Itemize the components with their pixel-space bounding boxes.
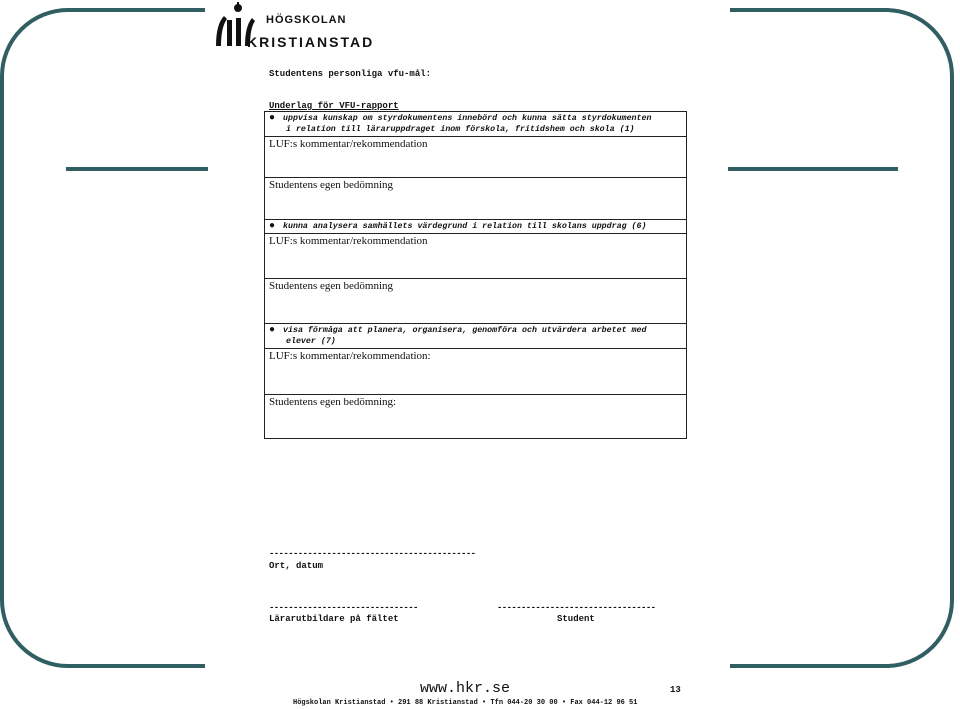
comment-label: LUF:s kommentar/rekommendation: [269, 235, 428, 247]
place-date-line: -------------------------------------------: [269, 549, 476, 559]
self-assessment-box[interactable]: [265, 279, 687, 324]
bullet-icon: ●: [269, 325, 276, 336]
bullet-icon: ●: [269, 221, 276, 232]
place-date-label: Ort, datum: [269, 561, 324, 571]
student-signature-line: ---------------------------------: [497, 603, 656, 613]
bullet-icon: ●: [269, 113, 276, 124]
website-link[interactable]: www.hkr.se: [420, 680, 511, 697]
rule-left: [66, 167, 208, 171]
self-assessment-label: Studentens egen bedömning:: [269, 396, 397, 408]
footer-address: Högskolan Kristianstad • 291 88 Kristianstad • Tfn 044-20 30 00 • Fax 044-12 96 51: [293, 699, 638, 707]
teacher-label: Lärarutbildare på fältet: [269, 614, 399, 624]
self-assessment-box[interactable]: [265, 395, 687, 439]
goal-text-cont: elever (7): [286, 337, 336, 346]
self-assessment-box[interactable]: [265, 178, 687, 220]
self-assessment-label: Studentens egen bedömning: [269, 179, 394, 191]
self-assessment-label: Studentens egen bedömning: [269, 280, 394, 292]
comment-box[interactable]: [265, 234, 687, 279]
goal-text: kunna analysera samhällets värdegrund i relation till skolans uppdrag (6): [283, 222, 647, 231]
goal-text: uppvisa kunskap om styrdokumentens innebörd och kunna sätta styrdokumenten: [283, 114, 652, 123]
comment-box[interactable]: [265, 349, 687, 395]
comment-box[interactable]: [265, 137, 687, 178]
doc-subheading: Underlag för VFU-rapport: [269, 101, 399, 111]
goal-row: [265, 112, 687, 137]
comment-label: LUF:s kommentar/rekommendation: [269, 138, 428, 150]
goal-row: [265, 324, 687, 349]
page-number: 13: [670, 685, 681, 695]
comment-label: LUF:s kommentar/rekommendation:: [269, 350, 431, 362]
logo-line1: HÖGSKOLAN: [266, 14, 347, 26]
logo-line2: KRISTIANSTAD: [247, 34, 375, 50]
doc-title: Studentens personliga vfu-mål:: [269, 69, 432, 79]
rule-right: [728, 167, 898, 171]
vfu-form-table: [264, 111, 687, 439]
teacher-signature-line: -------------------------------: [269, 603, 418, 613]
student-label: Student: [557, 614, 595, 624]
goal-text-cont: i relation till läraruppdraget inom förskola, fritidshem och skola (1): [286, 125, 635, 134]
goal-row: [265, 220, 687, 234]
goal-text: visa förmåga att planera, organisera, genomföra och utvärdera arbetet med: [283, 326, 647, 335]
